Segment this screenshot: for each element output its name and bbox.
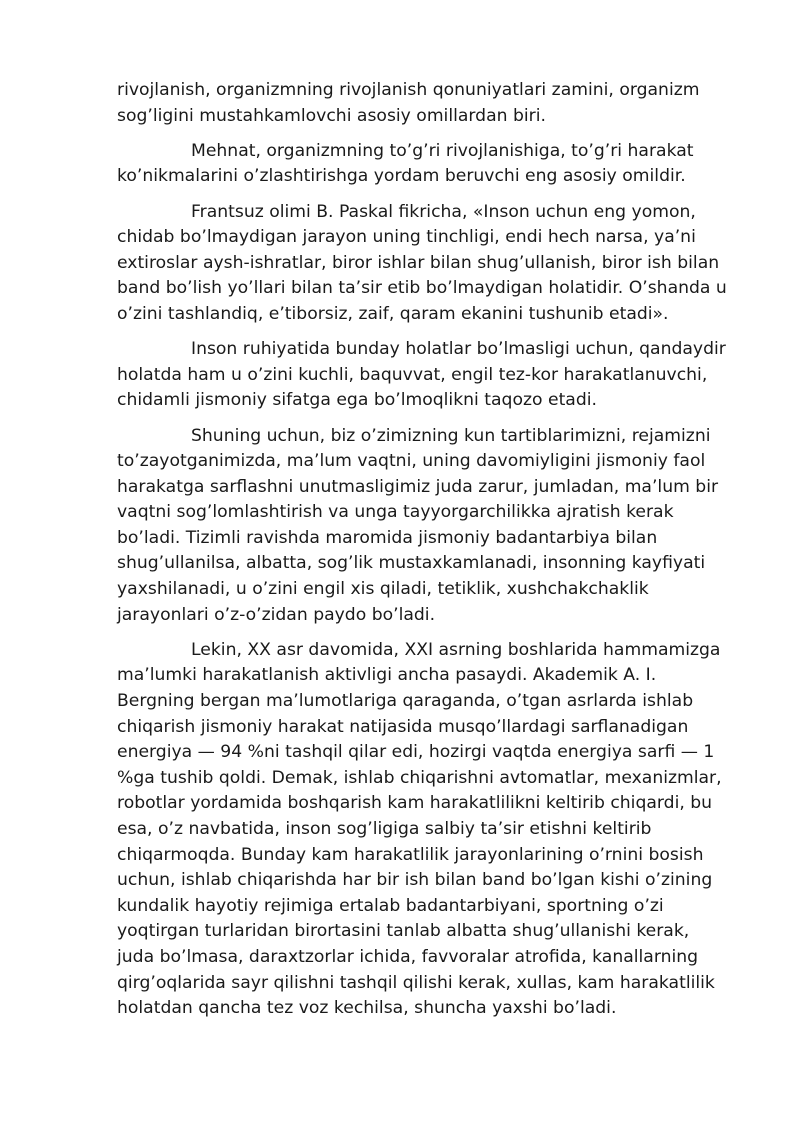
paragraph-line: vaqtni sog’lomlashtirish va unga tayyorgarchilikka ajratish kerak bbox=[117, 502, 674, 523]
paragraph-2 bbox=[117, 139, 745, 190]
paragraph-line: Shuning uchun, biz o’zimizning kun tartiblarimizni, rejamizni bbox=[191, 425, 711, 446]
paragraph-line: Bergning bergan ma’lumotlariga qaraganda, o’tgan asrlarda ishlab bbox=[117, 691, 694, 712]
paragraph-3 bbox=[117, 200, 745, 328]
paragraph-line: o’zini tashlandiq, e’tiborsiz, zaif, qaram ekanini tushunib etadi». bbox=[117, 303, 669, 324]
paragraph-line: Inson ruhiyatida bunday holatlar bo’lmasligi uchun, qandaydir bbox=[191, 339, 726, 360]
paragraph-line: extiroslar aysh-ishratlar, biror ishlar bilan shug’ullanish, biror ish bilan bbox=[117, 252, 720, 273]
paragraph-line: ko’nikmalarini o’zlashtirishga yordam beruvchi eng asosiy omildir. bbox=[117, 166, 686, 187]
paragraph-line: ma’lumki harakatlanish aktivligi ancha pasaydi. Akademik A. I. bbox=[117, 665, 657, 686]
paragraph-line: qirg’oqlarida sayr qilishni tashqil qilishi kerak, xullas, kam harakatlilik bbox=[117, 972, 715, 993]
paragraph-line: uchun, ishlab chiqarishda har bir ish bilan band bo’lgan kishi o’zining bbox=[117, 870, 713, 891]
paragraph-4 bbox=[117, 337, 745, 414]
paragraph-line: %ga tushib qoldi. Demak, ishlab chiqarishni avtomatlar, mexanizmlar, bbox=[117, 767, 722, 788]
paragraph-line: bo’ladi. Tizimli ravishda maromida jismoniy badantarbiya bilan bbox=[117, 527, 658, 548]
paragraph-line: band bo’lish yo’llari bilan ta’sir etib bo’lmaydigan holatidir. O’shanda u bbox=[117, 278, 727, 299]
paragraph-line: energiya — 94 %ni tashqil qilar edi, hozirgi vaqtda energiya sarfi — 1 bbox=[117, 742, 715, 763]
paragraph-line: holatda ham u o’zini kuchli, baquvvat, engil tez-kor harakatlanuvchi, bbox=[117, 364, 708, 385]
paragraph-line: yoqtirgan turlaridan birortasini tanlab albatta shug’ullanishi kerak, bbox=[117, 921, 690, 942]
paragraph-line: shug’ullanilsa, albatta, sog’lik mustaxkamlanadi, insonning kayfiyati bbox=[117, 553, 706, 574]
paragraph-line: harakatga sarflashni unutmasligimiz juda zarur, jumladan, ma’lum bir bbox=[117, 476, 719, 497]
paragraph-1 bbox=[117, 78, 745, 129]
paragraph-5 bbox=[117, 424, 745, 629]
paragraph-line: chidab bo’lmaydigan jarayon uning tinchligi, endi hech narsa, ya’ni bbox=[117, 227, 696, 248]
paragraph-line: kundalik hayotiy rejimiga ertalab badantarbiyani, sportning o’zi bbox=[117, 895, 664, 916]
paragraph-line: Mehnat, organizmning to’g’ri rivojlanishiga, to’g’ri harakat bbox=[191, 140, 694, 161]
paragraph-line: chidamli jismoniy sifatga ega bo’lmoqlikni taqozo etadi. bbox=[117, 390, 597, 411]
paragraph-line: Frantsuz olimi B. Paskal fikricha, «Inson uchun eng yomon, bbox=[191, 201, 696, 222]
paragraph-line: holatdan qancha tez voz kechilsa, shuncha yaxshi bo’ladi. bbox=[117, 998, 617, 1019]
paragraph-line: sog’ligini mustahkamlovchi asosiy omillardan biri. bbox=[117, 105, 546, 126]
paragraph-line: to’zayotganimizda, ma’lum vaqtni, uning davomiyligini jismoniy faol bbox=[117, 451, 706, 472]
paragraph-line: rivojlanish, organizmning rivojlanish qonuniyatlari zamini, organizm bbox=[117, 80, 700, 100]
paragraph-6 bbox=[117, 638, 745, 1022]
document-body bbox=[117, 78, 745, 1031]
paragraph-line: robotlar yordamida boshqarish kam harakatlilikni keltirib chiqardi, bu bbox=[117, 793, 713, 814]
paragraph-line: chiqarmoqda. Bunday kam harakatlilik jarayonlarining o’rnini bosish bbox=[117, 844, 704, 865]
paragraph-line: Lekin, XX asr davomida, XXI asrning boshlarida hammamizga bbox=[191, 639, 721, 660]
paragraph-line: jarayonlari o’z-o’zidan paydo bo’ladi. bbox=[117, 604, 436, 625]
paragraph-line: yaxshilanadi, u o’zini engil xis qiladi, tetiklik, xushchakchaklik bbox=[117, 579, 649, 600]
paragraph-line: juda bo’lmasa, daraxtzorlar ichida, favvoralar atrofida, kanallarning bbox=[117, 946, 699, 967]
paragraph-line: chiqarish jismoniy harakat natijasida musqo’llardagi sarflanadigan bbox=[117, 716, 689, 737]
paragraph-line: esa, o’z navbatida, inson sog’ligiga salbiy ta’sir etishni keltirib bbox=[117, 819, 652, 839]
